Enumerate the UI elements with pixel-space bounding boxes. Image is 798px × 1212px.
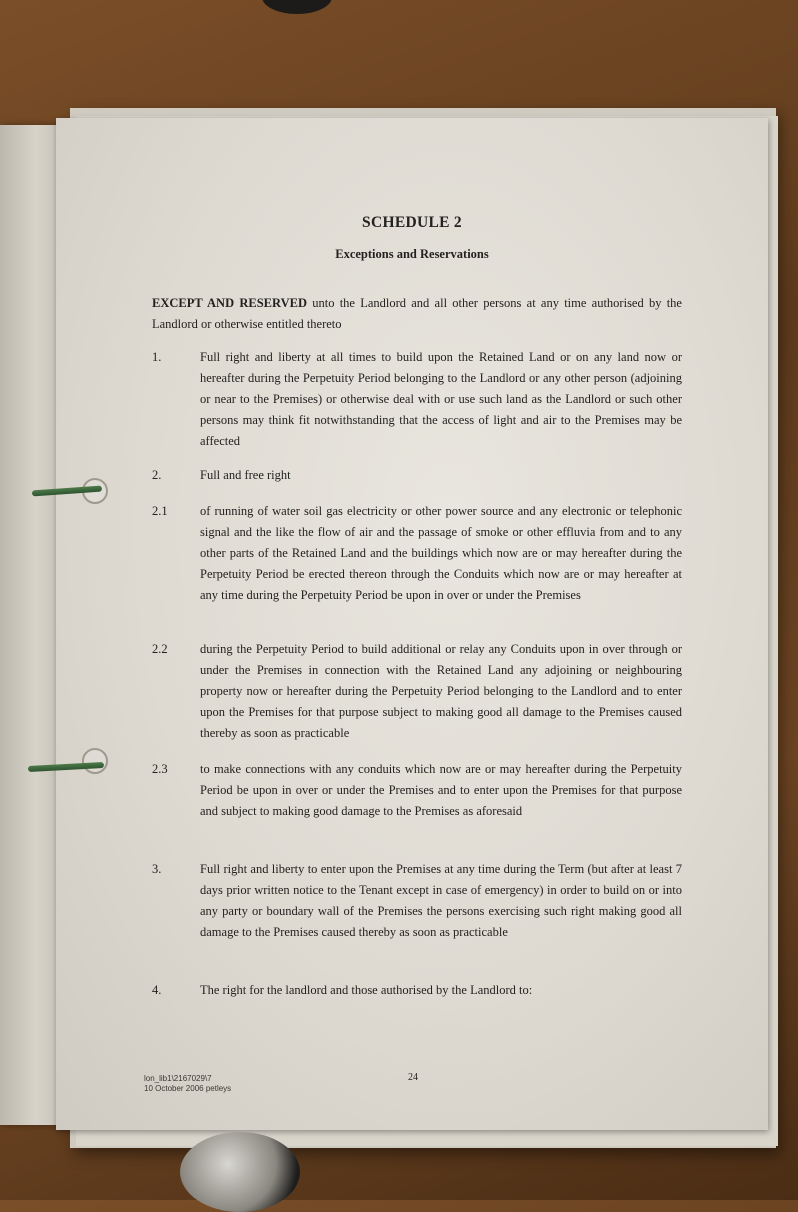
clause-text: of running of water soil gas electricity or other power source and any electronic or telephonic signal and the like the flow of air and the passage of smoke or other effluvia from and to any other parts of the Retained Land and the buildings which now are or may hereafter during the Perpetuity Period be erected thereon through the Conduits which now are or may hereafter at any time during the Perpetuity Period be upon in over or under the Premises xyxy=(200,504,682,602)
clause-number: 3. xyxy=(152,862,162,876)
clause-number: 1. xyxy=(152,350,162,364)
clause-number: 4. xyxy=(152,983,162,997)
page-number: 24 xyxy=(408,1072,418,1083)
footer-reference xyxy=(144,1074,231,1094)
clause-text: Full right and liberty at all times to build upon the Retained Land or on any land now or hereafter during the Perpetuity Period belonging to the Landlord or any other person (adjoining or near to the Premises) or otherwise deal with or use such land as the Landlord or such other persons may think fit notwithstanding that the access of light and air to the Premises may be affected xyxy=(200,350,682,448)
document-page xyxy=(56,118,768,1130)
clause-number: 2.1 xyxy=(152,504,168,518)
clause-text: Full right and liberty to enter upon the Premises at any time during the Term (but after at least 7 days prior written notice to the Tenant except in case of emergency) in order to build on or into any party or boundary wall of the Premises the persons exercising such right making good all damage to the Premises caused thereby as soon as practicable xyxy=(200,862,682,939)
schedule-title: SCHEDULE 2 xyxy=(362,214,462,231)
intro-bold: EXCEPT AND RESERVED xyxy=(152,296,307,310)
object-top xyxy=(262,0,332,14)
clause-text: Full and free right xyxy=(200,468,291,482)
clause-text: during the Perpetuity Period to build additional or relay any Conduits upon in over through or under the Premises in connection with the Retained Land any adjoining or neighbouring property now or hereafter during the Perpetuity Period belonging to the Landlord and to enter upon the Premises for that purpose subject to making good all damage to the Premises caused thereby as soon as practicable xyxy=(200,642,682,740)
clause-text: to make connections with any conduits which now are or may hereafter during the Perpetuity Period be upon in over or under the Premises and to enter upon the Premises for that purpose and subject to making good damage to the Premises as aforesaid xyxy=(200,762,682,818)
clause-number: 2.3 xyxy=(152,762,168,776)
intro-text: unto the Landlord and all other persons at any time authorised by the Landlord or otherwise entitled thereto xyxy=(152,296,682,331)
clause-text: The right for the landlord and those authorised by the Landlord to: xyxy=(200,983,533,997)
footer-ref-line1: lon_lib1\2167029\7 xyxy=(144,1074,212,1083)
intro-paragraph xyxy=(152,293,682,335)
object-bottom xyxy=(180,1132,300,1212)
punch-hole-lower xyxy=(82,748,108,774)
clause-number: 2.2 xyxy=(152,642,168,656)
binder-cover xyxy=(0,125,60,1125)
clause-number: 2. xyxy=(152,468,162,482)
schedule-subtitle: Exceptions and Reservations xyxy=(335,247,489,261)
footer-ref-line2: 10 October 2006 petleys xyxy=(144,1084,232,1093)
